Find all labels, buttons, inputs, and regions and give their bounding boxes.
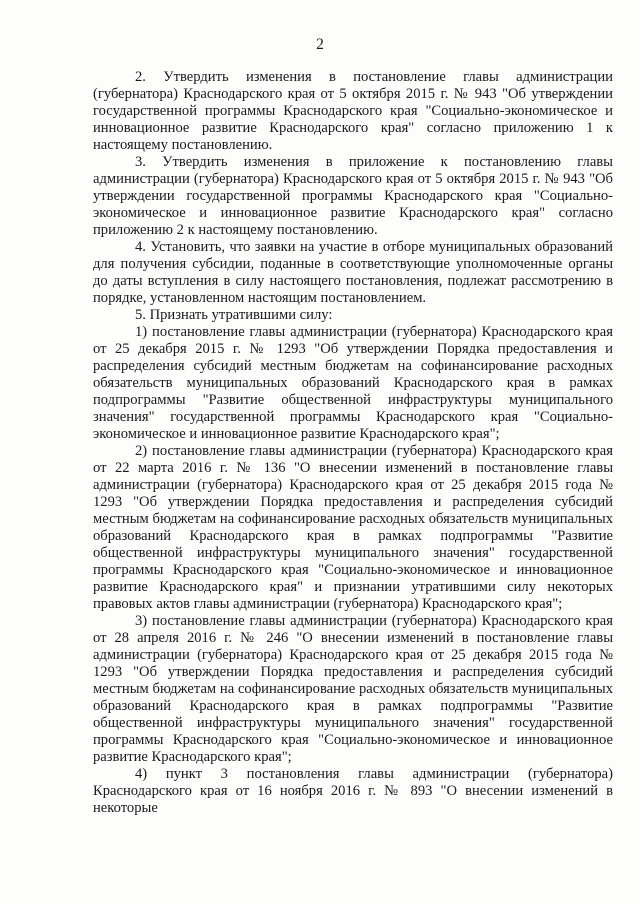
subparagraph-2: 2) постановление главы администрации (губернатора) Краснодарского края от 22 марта 2016 г. № 136 "О внесении изменений в постановление главы администрации (губернатора) Краснодарского края от 25 декабря 2015 года № 1293 "Об утверждении Порядка предоставления и распределения субсидий местным бюджетам на софинансирование расходных обязательств муниципальных образований Краснодарского края в рамках подпрограммы "Развитие общественной инфраструктуры муниципального значения" государственной программы Краснодарского края "Социально-экономическое и инновационное развитие Краснодарского края" и признании утратившими силу некоторых правовых актов главы администрации (губернатора) Краснодарского края"; xyxy=(93,443,613,612)
subparagraph-1: 1) постановление главы администрации (губернатора) Краснодарского края от 25 декабря 2015 г. № 1293 "Об утверждении Порядка предоставления и распределения субсидий местным бюджетам на софинансирование расходных обязательств муниципальных образований Краснодарского края в рамках подпрограммы "Развитие общественной инфраструктуры муниципального значения" государственной программы Краснодарского края "Социально-экономическое и инновационное развитие Краснодарского края"; xyxy=(93,324,613,442)
paragraph-item-5: 5. Признать утратившими силу: xyxy=(135,307,333,323)
paragraph-item-3: 3. Утвердить изменения в приложение к постановлению главы администрации (губернатора) Краснодарского края от 5 октября 2015 г. № 943 "Об утверждении государственной программы Краснодарского края "Социально-экономическое и инновационное развитие Краснодарского края" согласно приложению 2 к настоящему постановлению. xyxy=(93,154,613,238)
paragraph-item-4: 4. Установить, что заявки на участие в отборе муниципальных образований для получения субсидии, поданные в соответствующие уполномоченные органы до даты вступления в силу настоящего постановления, подлежат рассмотрению в порядке, установленном настоящим постановлением. xyxy=(93,239,613,306)
page-number: 2 xyxy=(316,36,324,53)
subparagraph-3: 3) постановление главы администрации (губернатора) Краснодарского края от 28 апреля 2016 г. № 246 "О внесении изменений в постановление главы администрации (губернатора) Краснодарского края от 25 декабря 2015 года № 1293 "Об утверждении Порядка предоставления и распределения субсидий местным бюджетам на софинансирование расходных обязательств муниципальных образований Краснодарского края в рамках подпрограммы "Развитие общественной инфраструктуры муниципального значения" государственной программы Краснодарского края "Социально-экономическое и инновационное развитие Краснодарского края"; xyxy=(93,613,613,765)
document-body xyxy=(93,69,613,817)
subparagraph-4: 4) пункт 3 постановления главы администрации (губернатора) Краснодарского края от 16 ноября 2016 г. № 893 "О внесении изменений в некоторые xyxy=(93,766,613,816)
paragraph-item-2: 2. Утвердить изменения в постановление главы администрации (губернатора) Краснодарского края от 5 октября 2015 г. № 943 "Об утверждении государственной программы Краснодарского края "Социально-экономическое и инновационное развитие Краснодарского края" согласно приложению 1 к настоящему постановлению. xyxy=(93,69,613,153)
